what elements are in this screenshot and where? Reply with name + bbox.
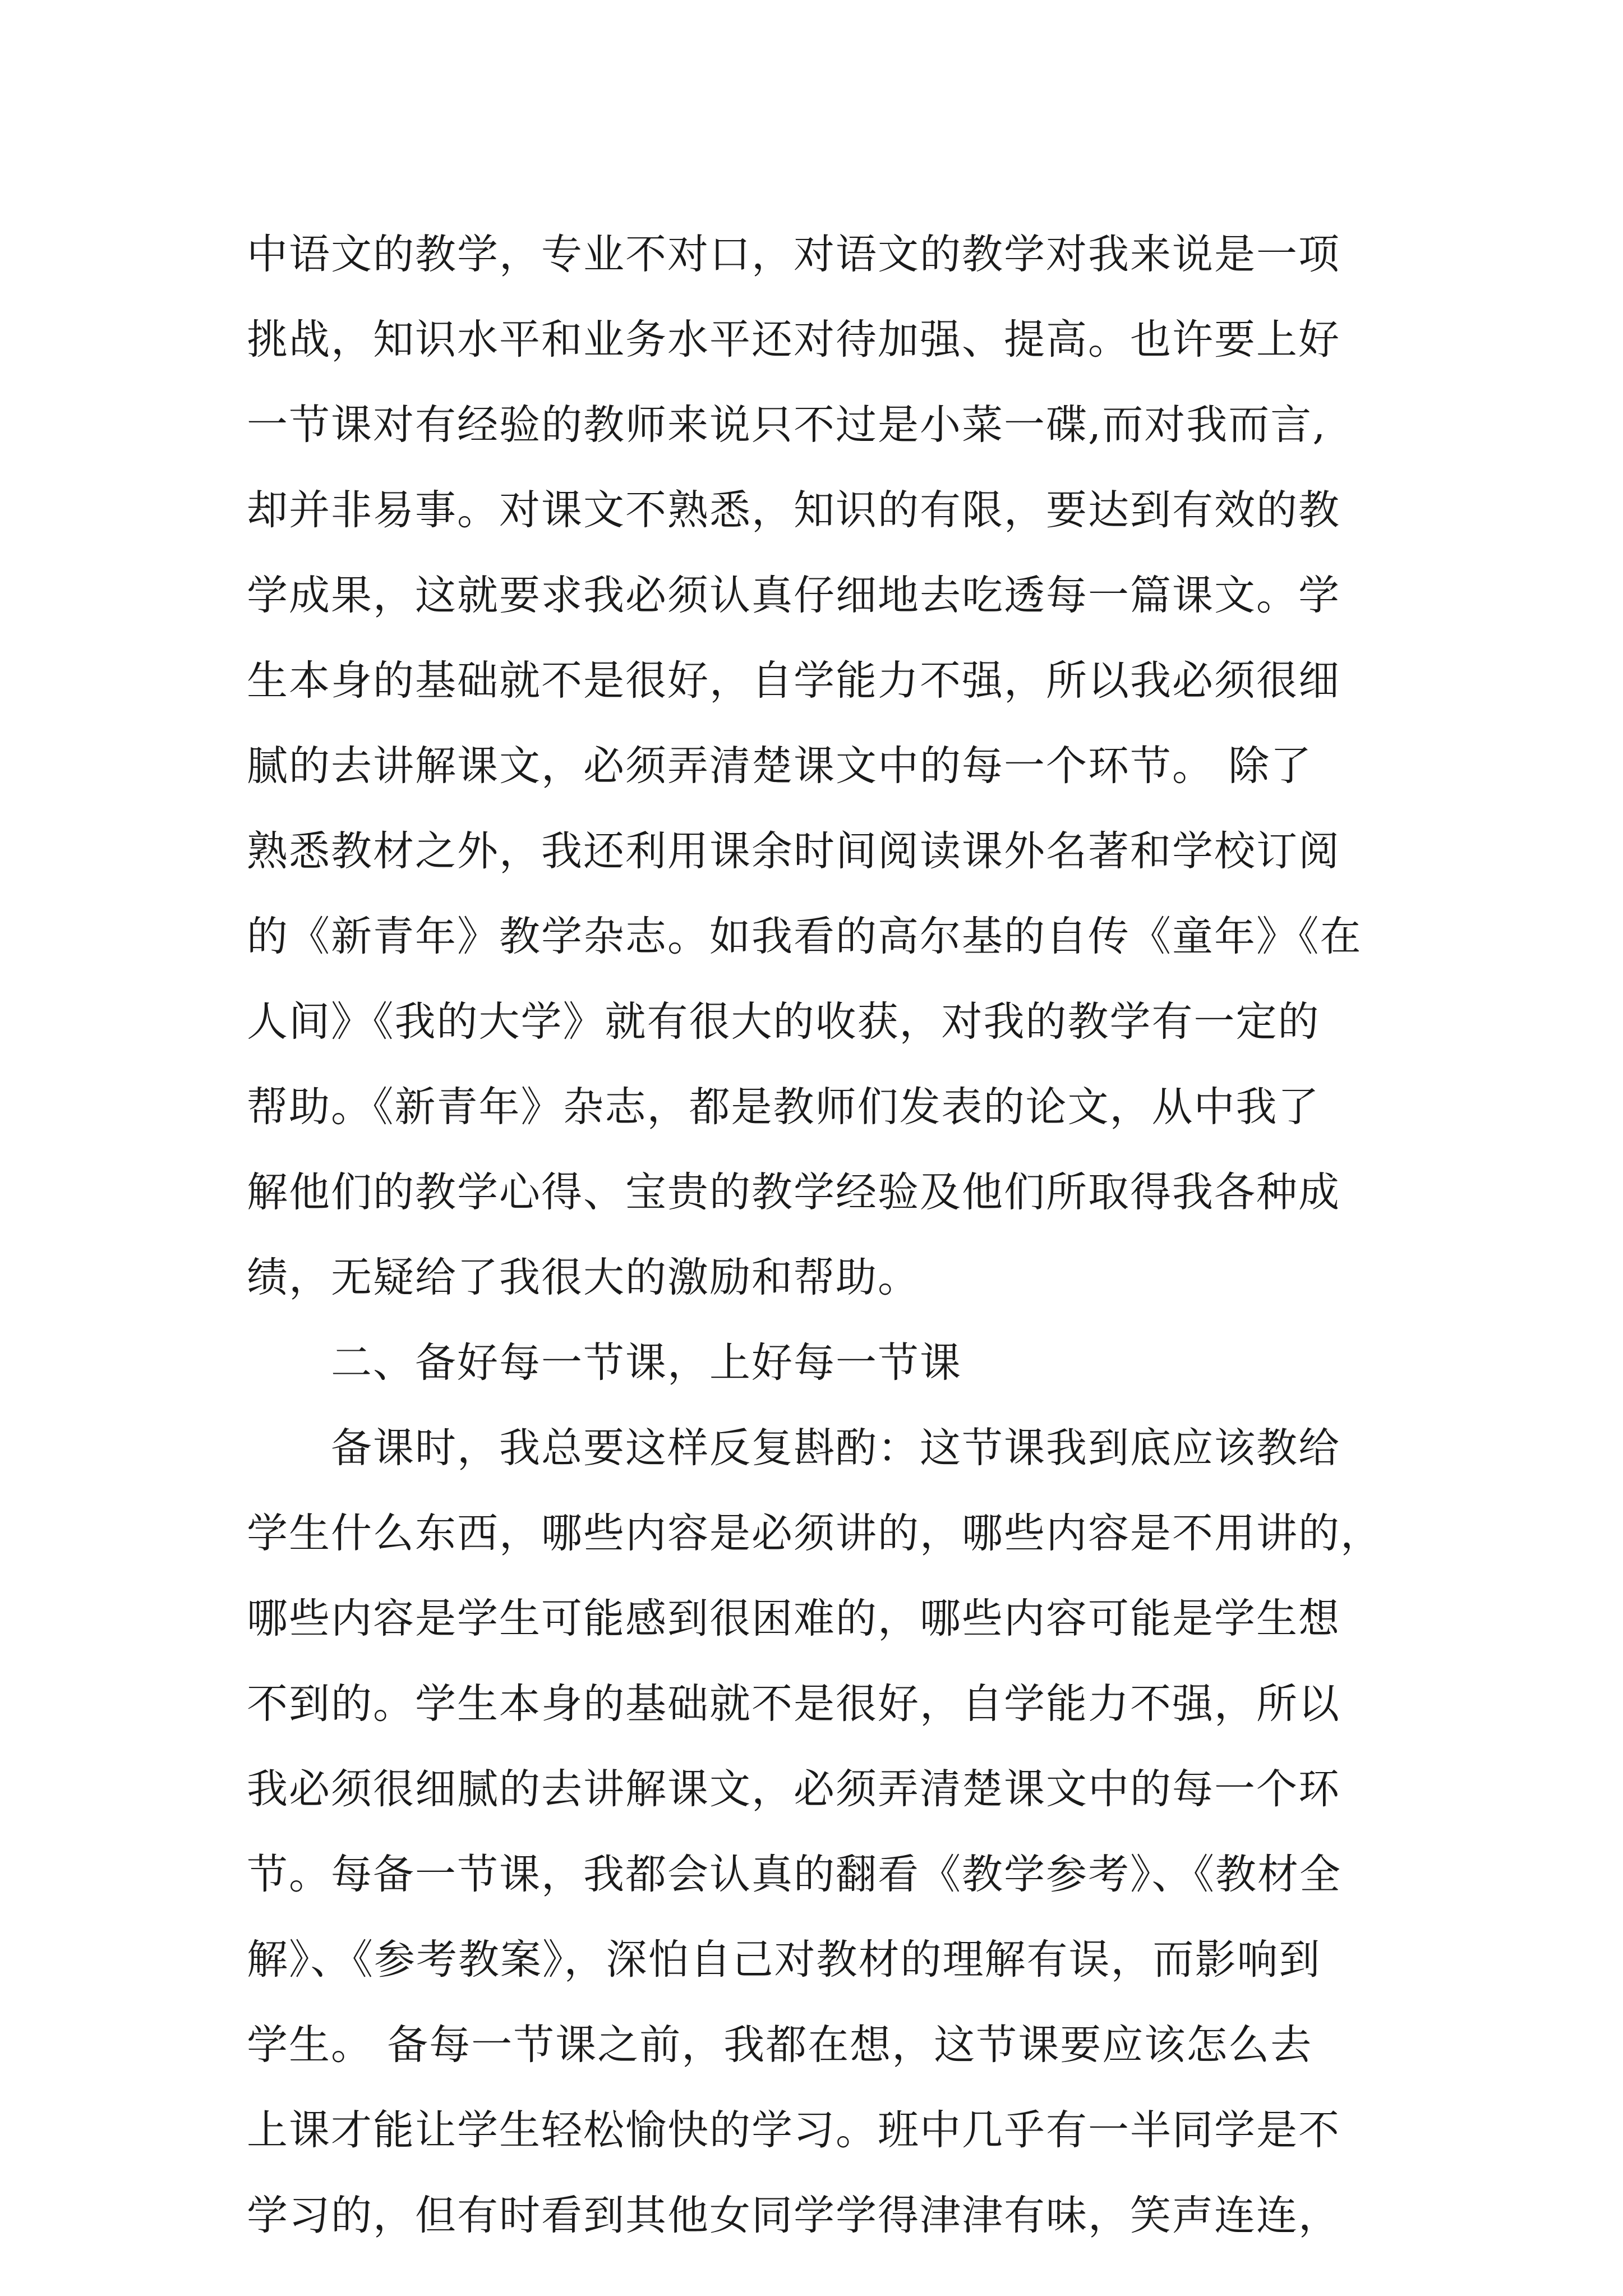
text-line: 腻的去讲解课文，必须弄清楚课文中的每一个环节。 除了 bbox=[247, 742, 1313, 790]
text-line: 熟悉教材之外，我还利用课余时间阅读课外名著和学校订阅 bbox=[247, 827, 1340, 875]
text-line: 生本身的基础就不是很好，自学能力不强，所以我必须很细 bbox=[247, 657, 1340, 705]
text-line: 却并非易事。对课文不熟悉，知识的有限，要达到有效的教 bbox=[247, 486, 1340, 534]
text-line: 不到的。学生本身的基础就不是很好，自学能力不强，所以 bbox=[247, 1680, 1340, 1728]
text-line: 节。每备一节课，我都会认真的翻看《教学参考》、《教材全 bbox=[247, 1851, 1341, 1898]
text-line: 挑战，知识水平和业务水平还对待加强、提高。也许要上好 bbox=[247, 316, 1340, 364]
body-text bbox=[247, 212, 1424, 2258]
text-line: 学生。 备每一节课之前，我都在想，这节课要应该怎么去 bbox=[247, 2021, 1313, 2069]
text-line: 我必须很细腻的去讲解课文，必须弄清楚课文中的每一个环 bbox=[247, 1765, 1340, 1813]
paragraph-first-line: 备课时，我总要这样反复斟酌：这节课我到底应该教给 bbox=[331, 1424, 1340, 1472]
text-line: 解》、《参考教案》，深怕自己对教材的理解有误，而影响到 bbox=[247, 1936, 1321, 1984]
text-line: 帮助。《新青年》杂志，都是教师们发表的论文，从中我了 bbox=[247, 1083, 1320, 1131]
text-line: 一节课对有经验的教师来说只不过是小菜一碟,而对我而言, bbox=[247, 401, 1327, 449]
text-line: 解他们的教学心得、宝贵的教学经验及他们所取得我各种成 bbox=[247, 1168, 1340, 1216]
text-line: 人间》《我的大学》就有很大的收获，对我的教学有一定的 bbox=[247, 998, 1320, 1046]
text-line: 中语文的教学，专业不对口，对语文的教学对我来说是一项 bbox=[247, 231, 1340, 278]
text-line: 学生什么东西，哪些内容是必须讲的，哪些内容是不用讲的， bbox=[247, 1510, 1382, 1557]
text-line: 哪些内容是学生可能感到很困难的，哪些内容可能是学生想 bbox=[247, 1595, 1340, 1642]
text-line: 绩，无疑给了我很大的激励和帮助。 bbox=[247, 1254, 920, 1301]
text-line: 学成果，这就要求我必须认真仔细地去吃透每一篇课文。学 bbox=[247, 572, 1340, 619]
text-line: 的《新青年》教学杂志。如我看的高尔基的自传《童年》《在 bbox=[247, 913, 1362, 960]
section-heading: 二、备好每一节课，上好每一节课 bbox=[331, 1339, 962, 1387]
text-line: 上课才能让学生轻松愉快的学习。班中几乎有一半同学是不 bbox=[247, 2106, 1340, 2154]
text-line: 学习的，但有时看到其他女同学学得津津有味，笑声连连， bbox=[247, 2192, 1340, 2239]
